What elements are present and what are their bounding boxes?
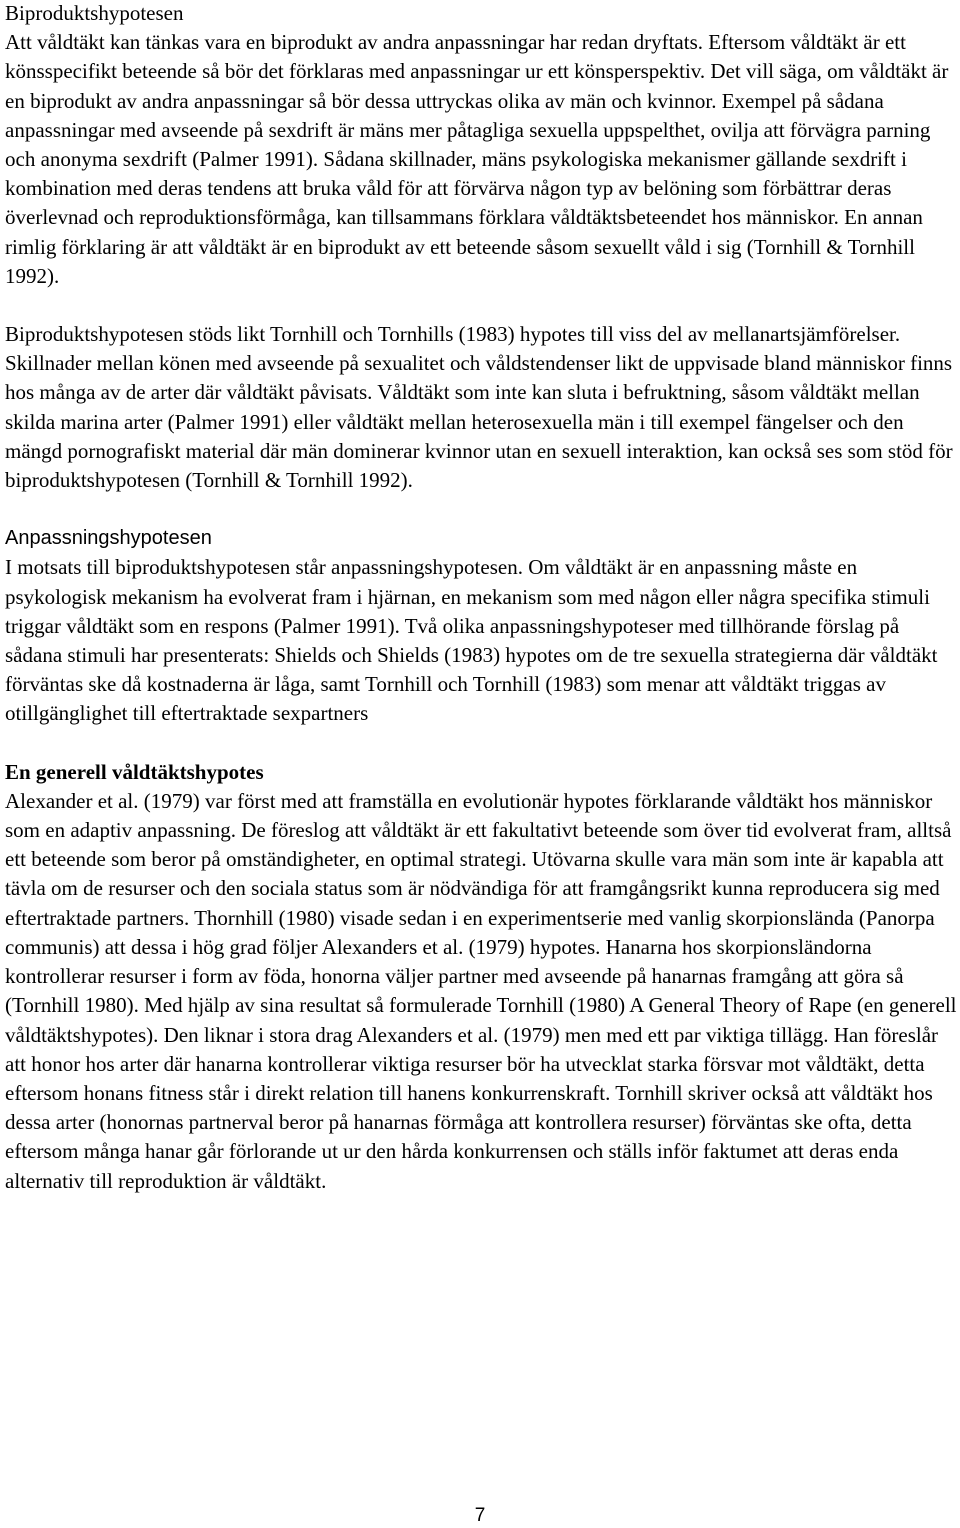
section-heading-generell-hypotes: En generell våldtäktshypotes: [5, 759, 264, 784]
document-body: [5, 0, 957, 1196]
paragraph-gap: [5, 291, 957, 320]
section-heading-anpassningshypotesen: Anpassningshypotesen: [5, 527, 212, 550]
paragraph-gap: [5, 729, 957, 758]
paragraph-generell-1: Alexander et al. (1979) var först med att framställa en evolutionär hypotes förklarande våldtäkt hos människor som en adaptiv anpassning. De föreslog att våldtäkt är ett fakultativt beteende som över tid evolverat fram, alltså ett beteende som beror på omständigheter, en optimal strategi. Utövarna skulle vara män som inte är kapabla att tävla om de resurser och den sociala status som är nödvändiga för att framgångsrikt kunna reproducera sig med eftertraktade partners. Thornhill (1980) visade sedan i en experimentserie med vanlig skorpionslända (Panorpa communis) att dessa i hög grad följer Alexanders et al. (1979) hypotes. Hanarna hos skorpionsländorna kontrollerar resurser i form av föda, honorna väljer partner med avseende på hanarnas framgång att göra så (Tornhill 1980). Med hjälp av sina resultat så formulerade Tornhill (1980) A General Theory of Rape (en generell våldtäktshypotes). Den liknar i stora drag Alexanders et al. (1979) men med ett par viktiga tillägg. Han föreslår att honor hos arter där hanarna kontrollerar viktiga resurser bör ha utvecklat starka försvar mot våldtäkt, detta eftersom honans fitness står i direkt relation till hanens konkurrenskraft. Tornhill skriver också att våldtäkt hos dessa arter (honornas partnerval beror på hanarnas förmåga att kontrollera resurser) förväntas ske ofta, detta eftersom många hanar går förlorande ut ur den hårda konkurrensen och ställs inför faktumet att deras enda alternativ till reproduktion är våldtäkt.: [5, 788, 957, 1193]
paragraph-gap: [5, 495, 957, 524]
paragraph-anpassning-1: I motsats till biproduktshypotesen står anpassningshypotesen. Om våldtäkt är en anpassning måste en psykologisk mekanism ha evolverat fram i hjärnan, en mekanism som med någon eller några specifika stimuli triggar våldtäkt som en respons (Palmer 1991). Två olika anpassningshypoteser med tillhörande förslag på sådana stimuli har presenterats: Shields och Shields (1983) hypotes om de tre sexuella strategierna där våldtäkt förväntas ske då kostnaderna är låga, samt Tornhill och Tornhill (1983) som menar att våldtäkt triggas av otillgänglighet till eftertraktade sexpartners: [5, 555, 938, 726]
paragraph-biprodukt-1: Att våldtäkt kan tänkas vara en biprodukt av andra anpassningar har redan dryftats. Eftersom våldtäkt är ett könsspecifikt beteende så bör det förklaras med anpassningar ur ett könsperspektiv. Det vill säga, om våldtäkt är en biprodukt av andra anpassningar så bör dessa uttryckas olika av män och kvinnor. Exempel på sådana anpassningar med avseende på sexdrift är mäns mer påtagliga sexuella uppspelthet, ovilja att förvägra parning och anonyma sexdrift (Palmer 1991). Sådana skillnader, mäns psykologiska mekanismer gällande sexdrift i kombination med deras tendens att bruka våld för att förvärva någon typ av belöning som förbättrar deras överlevnad och reproduktionsförmåga, kan tillsammans förklara våldtäktsbeteendet hos människor. En annan rimlig förklaring är att våldtäkt är en biprodukt av ett beteende såsom sexuellt våld i sig (Tornhill & Tornhill 1992).: [5, 30, 949, 288]
section-heading-biproduktshypotesen: Biproduktshypotesen: [5, 1, 184, 25]
paragraph-biprodukt-2: Biproduktshypotesen stöds likt Tornhill och Tornhills (1983) hypotes till viss del av mellanartsjämförelser. Skillnader mellan könen med avseende på sexualitet och våldstendenser likt de uppvisade bland människor finns hos många av de arter där våldtäkt påvisats. Våldtäkt som inte kan sluta i befruktning, såsom våldtäkt mellan skilda marina arter (Palmer 1991) eller våldtäkt mellan heterosexuella män i till exempel fängelser och den mängd pornografiskt material där män dominerar kvinnor utan en sexuell interaktion, kan också ses som stöd för biproduktshypotesen (Tornhill & Tornhill 1992).: [5, 322, 953, 493]
page-number: 7: [474, 1505, 486, 1526]
